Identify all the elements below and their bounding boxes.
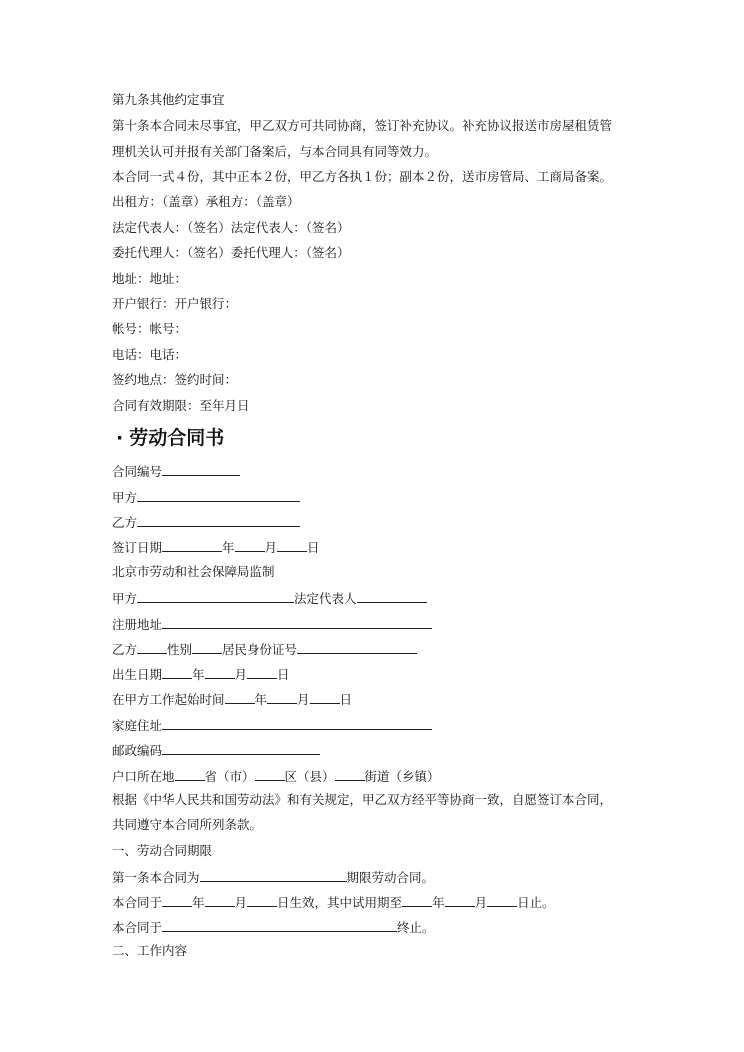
year-label: 年 xyxy=(192,895,205,910)
reg-address-label: 注册地址 xyxy=(112,617,163,632)
termination-label: 本合同于 xyxy=(112,920,163,935)
article-1-suffix: 期限劳动合同。 xyxy=(346,870,435,885)
sign-date-row xyxy=(112,538,320,556)
postcode-row xyxy=(112,741,320,759)
sign-month-blank[interactable] xyxy=(235,538,265,552)
month-label: 月 xyxy=(264,540,278,555)
work-year-blank[interactable] xyxy=(225,690,255,704)
work-day-blank[interactable] xyxy=(310,690,340,704)
eff-day-blank[interactable] xyxy=(247,893,277,907)
postcode-label: 邮政编码 xyxy=(112,743,163,758)
agent-line: 委托代理人：（签名）委托代理人：（签名） xyxy=(112,245,350,260)
bullet-icon: · xyxy=(116,427,124,449)
eff-month-blank[interactable] xyxy=(205,893,235,907)
legal-rep-blank[interactable] xyxy=(357,589,427,603)
article-10-line1: 第十条本合同未尽事宜，甲乙双方可共同协商，签订补充协议。补充协议报送市房屋租赁管 xyxy=(112,118,613,133)
termination-row xyxy=(112,918,435,936)
home-address-blank[interactable] xyxy=(162,716,432,730)
section-1-title: 一、劳动合同期限 xyxy=(112,843,213,858)
article-1-row xyxy=(112,868,434,886)
month-label: 月 xyxy=(297,692,310,707)
account-line: 帐号：帐号： xyxy=(112,321,188,336)
month-label: 月 xyxy=(474,895,488,910)
article-1-label: 第一条本合同为 xyxy=(112,870,200,885)
work-month-blank[interactable] xyxy=(267,690,297,704)
effective-row xyxy=(112,893,555,911)
term-type-blank[interactable] xyxy=(200,868,347,882)
birth-date-row xyxy=(112,665,290,683)
article-9: 第九条其他约定事宜 xyxy=(112,92,225,107)
district-blank[interactable] xyxy=(255,767,285,781)
prob-year-blank[interactable] xyxy=(402,893,432,907)
party-b-label: 乙方 xyxy=(112,515,138,530)
section-2-title: 二、工作内容 xyxy=(112,943,188,958)
copies-text: 本合同一式４份，其中正本２份，甲乙方各执１份；副本２份，送市房管局、工商局备案。 xyxy=(112,169,613,184)
probation-label: 日生效，其中试用期至 xyxy=(277,895,403,910)
party-a2-label: 甲方 xyxy=(112,591,138,606)
section-heading xyxy=(116,426,224,450)
party-b2-blank[interactable] xyxy=(137,640,167,654)
district-label: 区（县） xyxy=(284,769,335,784)
birth-day-blank[interactable] xyxy=(247,665,277,679)
eff-year-blank[interactable] xyxy=(162,893,192,907)
party-b-detail-row xyxy=(112,640,417,658)
home-address-row xyxy=(112,716,432,734)
province-label: 省（市） xyxy=(204,769,255,784)
birth-date-label: 出生日期 xyxy=(112,667,163,682)
article-10-line2: 理机关认可并报有关部门备案后，与本合同具有同等效力。 xyxy=(112,144,438,159)
contract-no-blank[interactable] xyxy=(162,462,240,476)
home-address-label: 家庭住址 xyxy=(112,718,163,733)
reg-address-row xyxy=(112,615,432,633)
termination-suffix: 终止。 xyxy=(397,920,435,935)
reg-address-blank[interactable] xyxy=(162,615,432,629)
day-label: 日 xyxy=(307,540,320,555)
heading-title: 劳动合同书 xyxy=(129,427,225,449)
party-a2-blank[interactable] xyxy=(137,589,294,603)
postcode-blank[interactable] xyxy=(162,741,320,755)
party-a-legal-row xyxy=(112,589,427,607)
id-no-blank[interactable] xyxy=(297,640,417,654)
gender-label: 性别 xyxy=(167,642,193,657)
province-blank[interactable] xyxy=(175,767,205,781)
day-label: 日 xyxy=(339,692,353,707)
contract-no-row xyxy=(112,462,240,480)
bank-line: 开户银行：开户银行： xyxy=(112,296,238,311)
gender-blank[interactable] xyxy=(192,640,222,654)
month-label: 月 xyxy=(234,895,248,910)
phone-line: 电话：电话： xyxy=(112,347,188,362)
lessor-line: 出租方：（盖章）承租方：（盖章） xyxy=(112,194,300,209)
sign-date-label: 签订日期 xyxy=(112,540,163,555)
year-label: 年 xyxy=(254,692,268,707)
preamble-line1: 根据《中华人民共和国劳动法》和有关规定，甲乙双方经平等协商一致，自愿签订本合同， xyxy=(112,792,613,807)
legal-rep-line: 法定代表人：（签名）法定代表人：（签名） xyxy=(112,220,350,235)
year-label: 年 xyxy=(192,667,205,682)
address-line: 地址：地址： xyxy=(112,271,188,286)
party-a-blank[interactable] xyxy=(137,488,300,502)
month-label: 月 xyxy=(234,667,248,682)
party-a-label: 甲方 xyxy=(112,490,138,505)
sign-year-blank[interactable] xyxy=(162,538,222,552)
party-b-row xyxy=(112,513,300,531)
termination-blank[interactable] xyxy=(162,918,397,932)
street-label: 街道（乡镇） xyxy=(364,769,440,784)
contract-no-label: 合同编号 xyxy=(112,464,163,479)
sign-day-blank[interactable] xyxy=(277,538,307,552)
legal-rep-label: 法定代表人 xyxy=(294,591,357,606)
party-b-blank[interactable] xyxy=(137,513,300,527)
start-work-row xyxy=(112,690,352,708)
valid-period-line: 合同有效期限：至年月日 xyxy=(112,398,250,413)
birth-month-blank[interactable] xyxy=(205,665,235,679)
sign-place-line: 签约地点：签约时间： xyxy=(112,372,238,387)
party-a-row xyxy=(112,488,300,506)
supervisor-line: 北京市劳动和社会保障局监制 xyxy=(112,564,275,579)
street-blank[interactable] xyxy=(335,767,365,781)
prob-day-blank[interactable] xyxy=(487,893,517,907)
start-work-label: 在甲方工作起始时间 xyxy=(112,692,225,707)
preamble-line2: 共同遵守本合同所列条款。 xyxy=(112,817,263,832)
year-label: 年 xyxy=(432,895,445,910)
prob-month-blank[interactable] xyxy=(445,893,475,907)
year-label: 年 xyxy=(222,540,235,555)
day-label: 日 xyxy=(277,667,290,682)
probation-end-label: 日止。 xyxy=(517,895,555,910)
hukou-label: 户口所在地 xyxy=(112,769,175,784)
id-no-label: 居民身份证号 xyxy=(222,642,298,657)
effective-label: 本合同于 xyxy=(112,895,163,910)
party-b2-label: 乙方 xyxy=(112,642,138,657)
hukou-row xyxy=(112,767,440,785)
birth-year-blank[interactable] xyxy=(162,665,192,679)
